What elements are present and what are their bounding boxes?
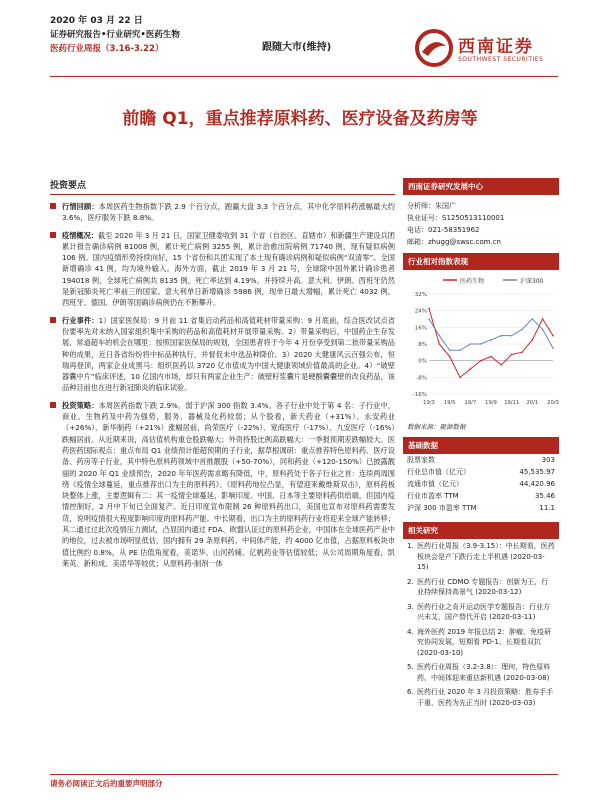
stats-row [403, 490, 559, 502]
y-tick-label: 32% [414, 292, 427, 298]
series-point [428, 318, 430, 320]
header-left [50, 14, 180, 56]
related-item[interactable] [403, 625, 559, 661]
summary-paragraph [50, 230, 395, 309]
stats-key: 股票家数 [407, 456, 435, 464]
related-number: 5. [407, 663, 414, 671]
y-tick-label: 24% [414, 308, 427, 315]
series-point [428, 308, 430, 310]
logo [410, 26, 560, 72]
logo-english: SOUTHWEST SECURITIES [458, 56, 544, 63]
series-point [552, 335, 554, 337]
chart-source: 数据来源：聚源数据 [407, 423, 466, 431]
x-tick-label: 20/1 [526, 400, 539, 406]
bullet-icon [50, 203, 56, 209]
report-name: 医药行业周报（3.16-3.22） [50, 44, 164, 54]
stats-box-title: 基础数据 [403, 437, 559, 454]
related-number: 3. [407, 602, 414, 611]
series-point [459, 377, 461, 379]
x-tick-label: 19/11 [504, 400, 520, 406]
stats-row [403, 478, 559, 490]
summary-paragraph [50, 400, 395, 658]
sidebar [403, 178, 559, 710]
x-tick-label: 19/9 [485, 400, 497, 406]
series-point [501, 335, 503, 337]
stats-row [403, 466, 559, 478]
index-chart [403, 270, 559, 420]
index-chart-svg [403, 270, 559, 420]
stats-key: 行业市盈率 TTM [407, 492, 459, 500]
series-point [532, 339, 534, 341]
report-date: 2020 年 03 月 22 日 [50, 16, 143, 26]
series-point [449, 349, 451, 351]
analyst-phone: 电话：021-58351962 [407, 226, 480, 234]
series-point [521, 352, 523, 354]
header-rule [50, 76, 558, 77]
series-point [511, 335, 513, 337]
chart-box-title: 行业相对指数表现 [403, 253, 559, 270]
paragraph-lead: 疫情概况： [62, 230, 98, 240]
related-item[interactable] [403, 660, 559, 685]
paragraph-text: 本周医药指数下跌 2.9%，弱于沪深 300 指数 3.4%。各子行业中处于第 4 名：子行业中，商业、生物药及中药为强势，服务、器械及化药较弱；从个股看，新天药业（+31%）、永安药业（+26%）、新华制药（+21%）涨幅居前，尚荣医疗（-22%）、宽海医疗（-17%）、九安医疗（-16%）跌幅居前。从近期来说，高估值机构重仓股跌幅大；外资持股比例高跌幅大：一季报预期差跌幅较大。医药医药国际观点：重点布局 Q1 业绩预计能超预期的子行业，据草根调研：重点推荐特色原料药、医疗设备、药房等子行业，其中特色原料药领域中首推靓股（+50-70%），同和药业（+120-150%）已披露靓丽的 2020 年 Q1 业绩预告，2020 年年医药需求略有降低，中，原料药处于各子行业之首：连续两周围绕《疫情全球蔓延，重点推荐出口为主的原料药》、《原料药地位凸显，有望迎来戴维斯双击》，原料药板块整体上涨，主要逻辑有二：其一疫情全球蔓延，影响印度、中国、日本等主要原料药供给端，但国内疫情控制好，2 月中下旬已全面复产。近日印度宣布限制 26 种原料药出口，美国也宣布对原料药需要发货，说明疫情很大程度影响印度的原料药产能。中长期看，出口为主的原料药行业将迎来全球产能转移；其二通过过此次疫情压力测试，凸显国内通过 FDA、欧盟认证过的原料药企业，中国体在全球医药产业中的地位，过去被市场明显低估，国内拥有 29 条原料药、中间体产能，约 4000 亿市值，占据原料板块市值比例约 0.8%，从 PE 估值角度看，美诺华、山河药辅、亿帆药业等估值较低；从公司周期角度看，凯莱英、新和成、美诺华等较优；从原料药-制剂一体 [62, 400, 395, 568]
series-point [532, 318, 534, 320]
paragraph-text: 截至 2020 年 3 月 21 日，国家卫健委收到 31 个省（自治区、直辖市）和新疆生产建设兵团累计报告确诊病例 81008 例，累计死亡病例 3255 例，累计治愈出院病例 71740 例，现有疑似病例 106 例。国内疫情形势持续向好，15 个省份和兵团实现了本土现有确诊病例和疑似病例“双清零”。全国新增确诊 41 例，均为境外输入。海外方面，截止 2019 年 3 月 21 号，全球除中国外累计确诊患者 194018 例，全球死亡病例共 8135 例，死亡率达到 4.19%，并持续升高。意大利、伊朗、西班牙仍然是新冠肺炎死亡率前三的国家。意大利单日新增确诊 5986 例，现单日最大增幅，累计死亡 4032 例。西班牙、德国、伊朗等国确诊病例仍在不断攀升。 [62, 230, 395, 308]
related-item[interactable] [403, 600, 559, 625]
stats-key: 沪深 300 市盈率 TTM [407, 504, 477, 512]
paragraph-lead: 投资策略： [62, 400, 99, 410]
stats-value: 45,535.97 [519, 468, 555, 476]
y-tick-label: -8% [416, 375, 427, 382]
series-point [439, 343, 441, 345]
analyst-email[interactable]: 邮箱：zhugg@swsc.com.cn [407, 238, 501, 246]
stats-table [403, 454, 559, 514]
stats-value: 11.1 [539, 504, 555, 512]
series-point [552, 347, 554, 349]
related-text: 医药行业之肯开运动医学专题报告：行业方兴未艾，国产替代开启 (2020-03-11) [417, 602, 550, 621]
logo-name: 西南证券 [458, 37, 534, 57]
paragraph-lead: 行业事件： [62, 315, 99, 325]
bullet-icon [50, 402, 56, 408]
related-number: 4. [407, 627, 414, 636]
related-number: 1. [407, 542, 414, 550]
series-point [480, 360, 482, 362]
related-list [403, 539, 559, 710]
summary-paragraph [50, 201, 395, 224]
stats-row [403, 502, 559, 514]
legend-label: 医药生物 [460, 278, 485, 285]
series-point [470, 343, 472, 345]
series-point [521, 329, 523, 331]
y-tick-label: -16% [412, 392, 427, 398]
analyst-name: 分析师：朱国广 [407, 202, 456, 210]
series-point [480, 343, 482, 345]
page-title: 前瞻 Q1，重点推荐原料药、医疗设备及药房等 [122, 109, 478, 129]
x-tick-label: 20/3 [547, 400, 559, 406]
series-point [470, 368, 472, 370]
paragraph-lead: 行情回顾： [62, 202, 99, 211]
analyst-license: 执业证号：S1250513110001 [407, 214, 505, 222]
related-text: 医药行业 CDMO 专题报告：创新为王，行业持续保持高景气 (2020-03-12) [417, 577, 549, 596]
related-item[interactable] [403, 539, 559, 575]
stats-key: 流通市值（亿元） [407, 480, 463, 488]
related-box-title: 相关研究 [403, 522, 559, 539]
y-tick-label: 0% [418, 358, 427, 365]
series-point [501, 364, 503, 366]
stats-value: 303 [541, 456, 555, 464]
legend-label: 沪深300 [520, 278, 544, 285]
related-number: 6. [407, 688, 414, 696]
related-text: 医药行业周报（3.9-3.15）：中长期看，医药板块会是产下跌行走上半机遇 (2020-03-15) [417, 542, 555, 571]
x-tick-label: 19/3 [423, 400, 435, 406]
analyst-info [403, 195, 559, 253]
stats-row [403, 454, 559, 466]
footer-disclaimer: 请务必阅读正文后的重要声明部分 [50, 774, 558, 789]
bullet-icon [50, 317, 56, 323]
series-point [542, 318, 544, 320]
related-number: 2. [407, 577, 414, 586]
paragraph-text: 1）国家医保局：9 月前 11 省集启动药品和高值耗材带量采购：9 月底前，综合医改试点省份要率先对未纳入国家组织集中采购的药品和高值耗材开展带量采购。2）带量采购后，中国药企生存发展、常道超车的机会在哪里：按照国家医保局的规划，全国患者将于今年 4 月份享受到第二批带量采购品种的成果，近日各省纷纷将中标品种执行，并督促未中选品种降价。3）2020 大健康风云百强公布，恒瑞再登顶，两家企业成黑马：组织医药以 3720 亿市值成为中国大健康领域价值最高的企业。4）“破壁器囊中片”临床评述，10 亿国内市场，却只有两家企业生产：破壁籽浆囊片是硬酸囊囊壁的改良药品，该品种目前也在进行新冠肺炎的临床试验。 [62, 315, 395, 393]
bullet-icon [50, 232, 56, 238]
series-point [511, 354, 513, 356]
y-tick-label: 16% [414, 325, 427, 332]
y-tick-label: 8% [418, 342, 427, 348]
series-point [490, 339, 492, 341]
series-point [449, 356, 451, 358]
logo-mark-icon [414, 28, 454, 68]
stats-key: 行业总市值（亿元） [407, 468, 470, 476]
series-line [429, 309, 553, 378]
summary-paragraph [50, 315, 395, 394]
related-text: 医药行业周报（3.2-3.8）：理何，特色原料药、中间体迎来重估新机遇 (2020-03-08) [417, 663, 551, 682]
x-tick-label: 19/7 [464, 400, 477, 406]
analyst-box-title: 西南证券研究发展中心 [403, 178, 559, 195]
series-point [439, 335, 441, 337]
related-text: 海外医药 2019 年报总结 2：肿瘤、免疫研究协同发展，短期看 PD-1、长期看双抗 (2020-03-10) [417, 627, 551, 657]
stats-value: 35.46 [534, 492, 555, 500]
rating: 跟随大市(维持) [262, 42, 332, 53]
summary-section [50, 178, 395, 664]
series-point [542, 329, 544, 331]
series-point [490, 356, 492, 358]
series-point [459, 349, 461, 351]
report-category: 证券研究报告•行业研究•医药生物 [50, 30, 180, 40]
related-text: 医药行业 2020 年 3 月投资策略：胜券手手干重，医药为先正当时 (2020-03-03) [417, 688, 554, 707]
summary-heading: 投资要点 [50, 178, 395, 195]
related-item[interactable] [403, 575, 559, 600]
x-tick-label: 19/5 [443, 400, 456, 406]
stats-value: 44,420.96 [519, 480, 555, 488]
related-item[interactable] [403, 685, 559, 710]
paragraph-text: 本周医药生物指数下跌 2.9 个百分点，跑赢大盘 3.3 个百分点，其中化学原料药涨幅最大约 3.6%，医疗服务下跌 8.8%。 [62, 202, 395, 223]
